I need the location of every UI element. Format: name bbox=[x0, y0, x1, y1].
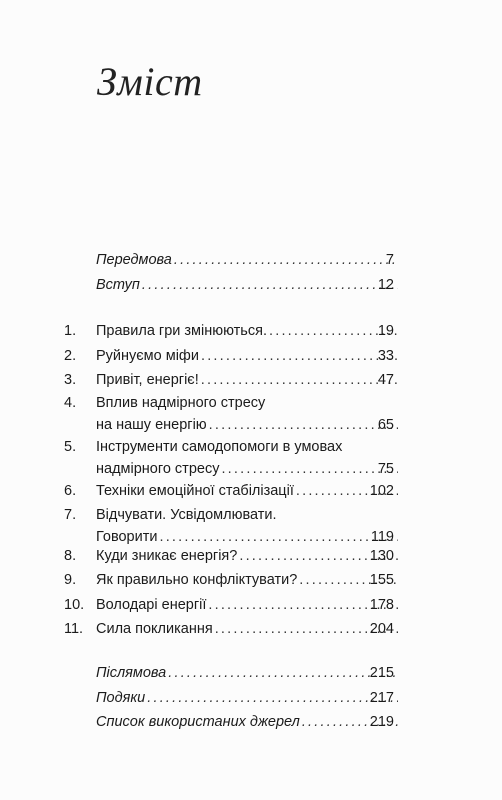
entry-line bbox=[96, 249, 398, 271]
entry-title: Відчувати. Усвідомлювати. bbox=[96, 507, 277, 523]
chapter-number: 8. bbox=[64, 548, 77, 564]
entry-title: Привіт, енергіє! bbox=[96, 372, 199, 388]
entry-line bbox=[96, 687, 398, 709]
entry-title: Вплив надмірного стресу bbox=[96, 395, 266, 411]
page-number: 204 bbox=[369, 621, 394, 637]
dot-leader bbox=[142, 274, 398, 296]
chapter-number: 5. bbox=[64, 439, 77, 455]
page-number: 217 bbox=[369, 690, 394, 706]
entry-title: Руйнуємо міфи bbox=[96, 348, 199, 364]
page-number: 12 bbox=[377, 277, 394, 293]
page-number: 102 bbox=[369, 483, 394, 499]
dot-leader bbox=[201, 345, 398, 367]
page-number: 75 bbox=[377, 461, 394, 477]
dot-leader bbox=[201, 369, 398, 391]
page-number: 130 bbox=[369, 548, 394, 564]
entry-title: Подяки bbox=[96, 690, 146, 706]
entry-line bbox=[96, 369, 398, 391]
entry-title: Говорити bbox=[96, 529, 158, 545]
entry-line bbox=[96, 274, 398, 296]
entry-title: Післямова bbox=[96, 665, 167, 681]
entry-title: Куди зникає енергія? bbox=[96, 548, 238, 564]
entry-title: на нашу енергію bbox=[96, 417, 207, 433]
entry-line bbox=[96, 320, 398, 342]
entry-line bbox=[96, 711, 398, 733]
chapter-number: 9. bbox=[64, 572, 77, 588]
entry-line bbox=[96, 345, 398, 367]
entry-line bbox=[96, 480, 398, 502]
entry-line bbox=[96, 618, 398, 640]
chapter-number: 6. bbox=[64, 483, 77, 499]
entry-title: Техніки емоційної стабілізації bbox=[96, 483, 294, 499]
entry-title: Вступ bbox=[96, 277, 140, 293]
entry-line bbox=[96, 594, 398, 616]
entry-line bbox=[96, 414, 398, 436]
page-number: 33 bbox=[377, 348, 394, 364]
entry-line bbox=[96, 662, 398, 684]
entry-title: Інструменти самодопомоги в умовах bbox=[96, 439, 343, 455]
entry-title: Сила покликання bbox=[96, 621, 213, 637]
chapter-number: 1. bbox=[64, 323, 77, 339]
dot-leader bbox=[221, 458, 398, 480]
page-number: 19 bbox=[377, 323, 394, 339]
dot-leader bbox=[168, 662, 398, 684]
page-number: 47 bbox=[377, 372, 394, 388]
dot-leader bbox=[147, 687, 398, 709]
entry-title: Правила гри змінюються. bbox=[96, 323, 267, 339]
chapter-number: 3. bbox=[64, 372, 77, 388]
chapter-number: 2. bbox=[64, 348, 77, 364]
entry-line bbox=[96, 569, 398, 591]
page-number: 119 bbox=[370, 529, 394, 545]
chapter-number: 4. bbox=[64, 395, 77, 411]
chapter-number: 7. bbox=[64, 507, 77, 523]
chapter-number: 10. bbox=[64, 597, 85, 613]
page-number: 155 bbox=[369, 572, 394, 588]
entry-title: Передмова bbox=[96, 252, 172, 268]
dot-leader bbox=[209, 414, 398, 436]
page-number: 178 bbox=[369, 597, 394, 613]
entry-title: Як правильно конфліктувати? bbox=[96, 572, 298, 588]
entry-title: Список використаних джерел bbox=[96, 714, 300, 730]
chapter-number: 11. bbox=[64, 621, 84, 637]
page-title: Зміст bbox=[97, 59, 203, 104]
dot-leader bbox=[174, 249, 398, 271]
page-number: 7 bbox=[385, 252, 394, 268]
entry-title: надмірного стресу bbox=[96, 461, 220, 477]
entry-line bbox=[96, 458, 398, 480]
page-number: 65 bbox=[377, 417, 394, 433]
entry-line bbox=[96, 545, 398, 567]
page-number: 215 bbox=[369, 665, 394, 681]
page-number: 219 bbox=[369, 714, 394, 730]
entry-title: Володарі енергії bbox=[96, 597, 207, 613]
